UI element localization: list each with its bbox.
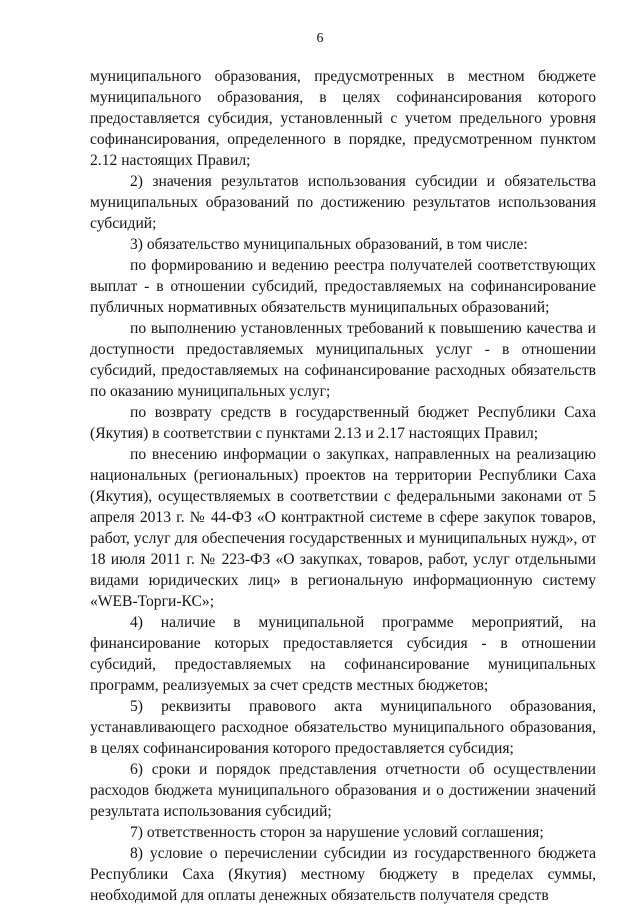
paragraph-procurement: по внесению информации о закупках, направленных на реализацию национальных (региональных) проектов на территории Республики Саха (Якутия), осуществляемых в соответствии с федеральными законами от 5 апреля 2013 г. № 44-ФЗ «О контрактной системе в сфере закупок товаров, работ, услуг для обеспечения государственных и муниципальных нужд», от 18 июля 2011 г. № 223-ФЗ «О закупках, товаров, работ, услуг отдельными видами юридических лиц» в региональную информационную систему «WEB-Торги-КС»; bbox=[90, 446, 596, 610]
paragraph-item-7: 7) ответственность сторон за нарушение условий соглашения; bbox=[130, 824, 544, 841]
paragraph-item-3: 3) обязательство муниципальных образований, в том числе: bbox=[130, 236, 528, 253]
paragraph-registry: по формированию и ведению реестра получателей соответствующих выплат - в отношении субсидий, предоставляемых на софинансирование публичных нормативных обязательств муниципальных образований; bbox=[90, 257, 596, 316]
paragraph-item-5: 5) реквизиты правового акта муниципального образования, устанавливающего расходное обязательство муниципального образования, в целях софинансирования которого предоставляется субсидия; bbox=[90, 698, 596, 757]
document-body bbox=[90, 66, 596, 906]
page-number: 6 bbox=[316, 31, 324, 46]
paragraph-quality-requirements: по выполнению установленных требований к повышению качества и доступности предоставляемых муниципальных услуг - в отношении субсидий, предоставляемых на софинансирование расходных обязательств по оказанию муниципальных услуг; bbox=[90, 320, 596, 400]
paragraph-item-6: 6) сроки и порядок представления отчетности об осуществлении расходов бюджета муниципального образования и о достижении значений результата использования субсидий; bbox=[90, 761, 596, 820]
paragraph-continuation: муниципального образования, предусмотренных в местном бюджете муниципального образования, в целях софинансирования которого предоставляется субсидия, установленный с учетом предельного уровня софинансирования, определенного в порядке, предусмотренном пунктом 2.12 настоящих Правил; bbox=[90, 68, 596, 169]
paragraph-refund: по возврату средств в государственный бюджет Республики Саха (Якутия) в соответствии с пунктами 2.13 и 2.17 настоящих Правил; bbox=[90, 404, 596, 442]
paragraph-item-2: 2) значения результатов использования субсидии и обязательства муниципальных образований по достижению результатов использования субсидий; bbox=[90, 173, 596, 232]
paragraph-item-8: 8) условие о перечислении субсидии из государственного бюджета Республики Саха (Якутия) местному бюджету в пределах суммы, необходимой для оплаты денежных обязательств получателя средств bbox=[90, 845, 596, 904]
paragraph-item-4: 4) наличие в муниципальной программе мероприятий, на финансирование которых предоставляется субсидия - в отношении субсидий, предоставляемых на софинансирование муниципальных программ, реализуемых за счет средств местных бюджетов; bbox=[90, 614, 596, 694]
